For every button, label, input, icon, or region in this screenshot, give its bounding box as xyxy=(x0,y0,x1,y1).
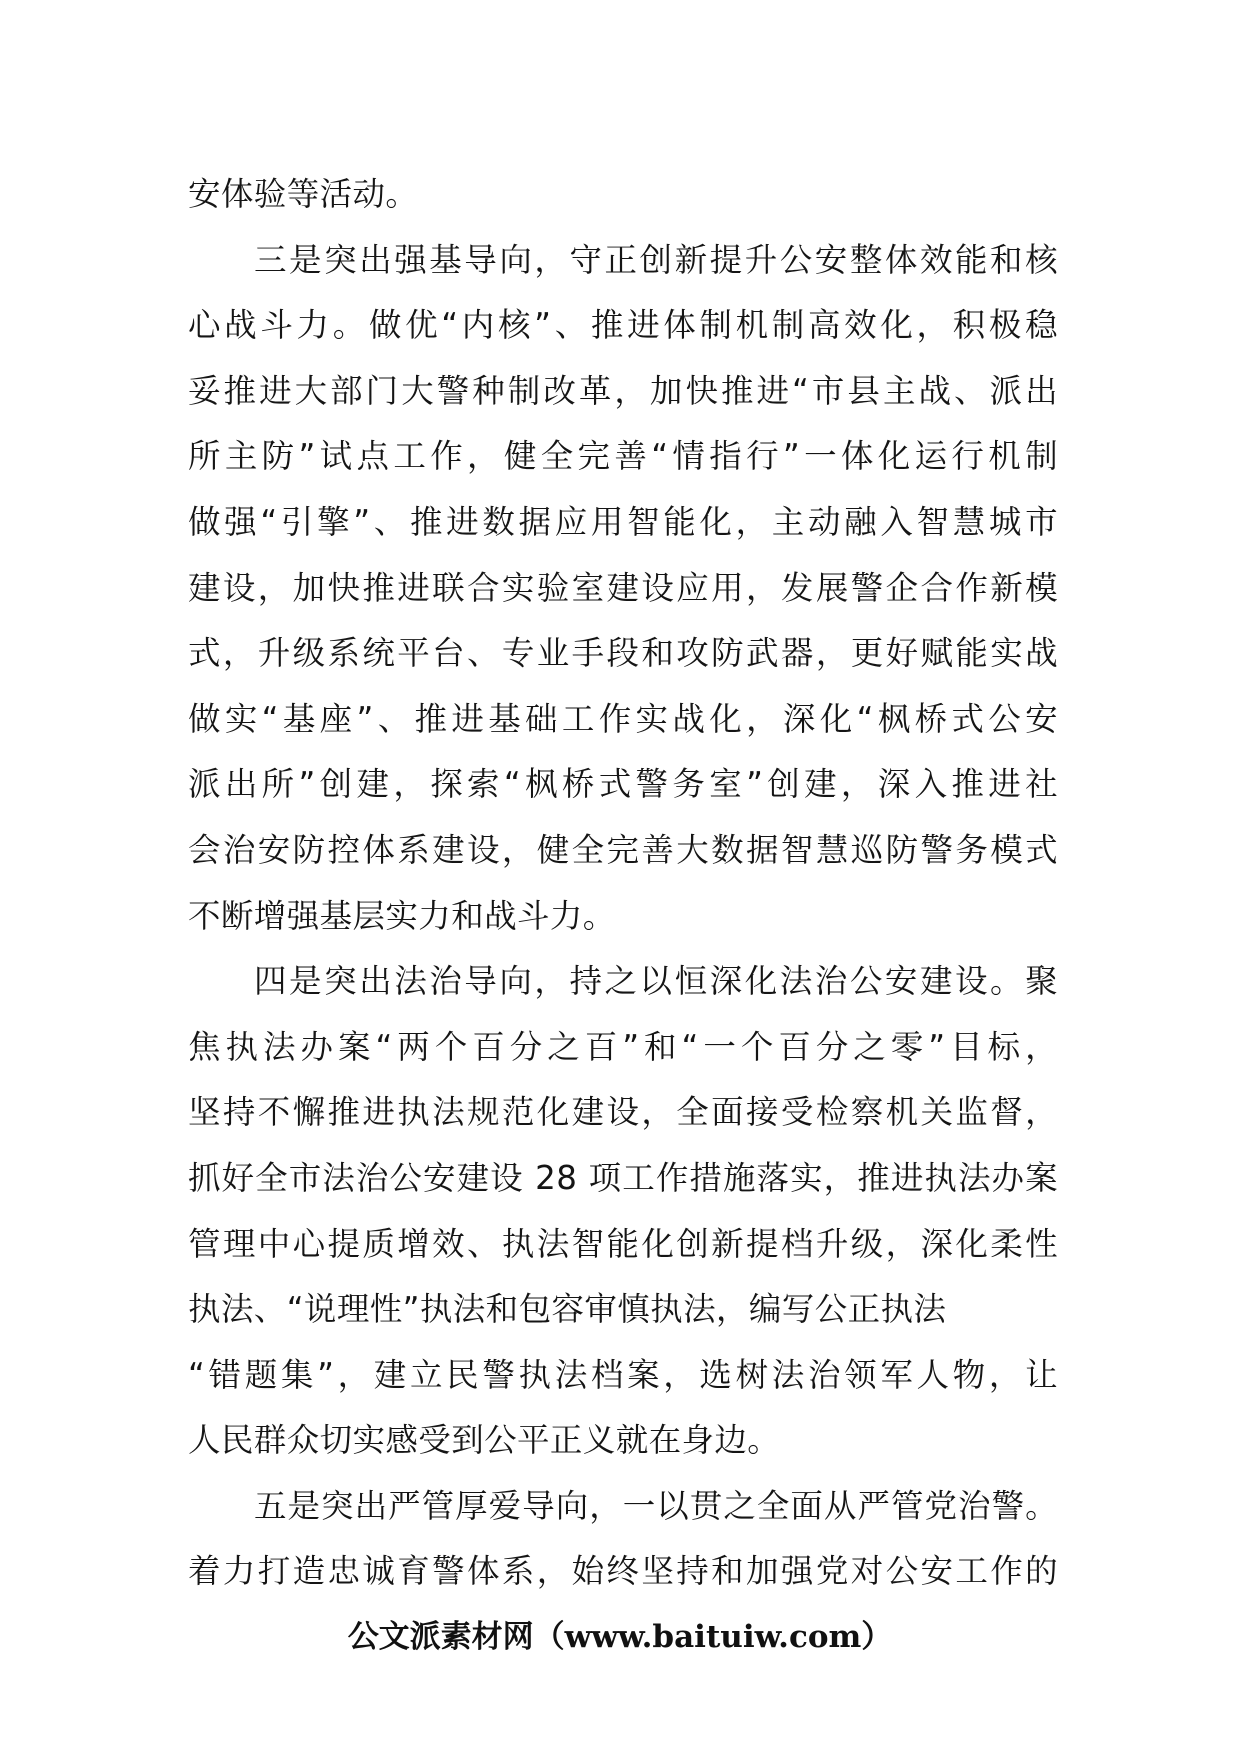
paragraph-five-start: 五是突出严管厚爱导向，一以贯之全面从严管党治警。 xyxy=(254,1486,1058,1525)
text-line: 人民群众切实感受到公平正义就在身边。 xyxy=(188,1421,781,1460)
text-line: 做实“基座”、推进基础工作实战化，深化“枫桥式公安 xyxy=(188,699,1058,738)
text-line: 着力打造忠诚育警体系，始终坚持和加强党对公安工作的 xyxy=(188,1552,1058,1591)
text-line: 管理中心提质增效、执法智能化创新提档升级，深化柔性 xyxy=(188,1224,1058,1263)
paragraph-four-start: 四是突出法治导向，持之以恒深化法治公安建设。聚 xyxy=(254,962,1058,1001)
text-line: 做强“引擎”、推进数据应用智能化，主动融入智慧城市 xyxy=(188,502,1058,541)
text-line: 不断增强基层实力和战斗力。 xyxy=(188,896,616,935)
text-line: “错题集”，建立民警执法档案，选树法治领军人物，让 xyxy=(188,1355,1058,1394)
text-line: 坚持不懈推进执法规范化建设，全面接受检察机关监督， xyxy=(188,1093,1058,1132)
text-line: 焦执法办案“两个百分之百”和“一个百分之零”目标， xyxy=(188,1027,1058,1066)
page-footer-watermark: 公文派素材网（www.baituiw.com） xyxy=(347,1619,893,1655)
text-line: 派出所”创建，探索“枫桥式警务室”创建，深入推进社 xyxy=(188,765,1058,804)
text-line: 心战斗力。做优“内核”、推进体制机制高效化，积极稳 xyxy=(188,306,1058,345)
paragraph-three-start: 三是突出强基导向，守正创新提升公安整体效能和核 xyxy=(254,240,1058,279)
text-line: 所主防”试点工作，健全完善“情指行”一体化运行机制 xyxy=(188,437,1058,476)
text-line: 执法、“说理性”执法和包容审慎执法，编写公正执法 xyxy=(188,1290,947,1329)
text-line: 抓好全市法治公安建设 28 项工作措施落实，推进执法办案 xyxy=(188,1158,1058,1197)
text-line: 会治安防控体系建设，健全完善大数据智慧巡防警务模式 xyxy=(188,830,1058,869)
text-line: 建设，加快推进联合实验室建设应用，发展警企合作新模 xyxy=(188,568,1058,607)
text-line: 妥推进大部门大警种制改革，加快推进“市县主战、派出 xyxy=(188,371,1058,410)
text-line: 式，升级系统平台、专业手段和攻防武器，更好赋能实战 xyxy=(188,634,1058,673)
document-body xyxy=(188,162,1058,1605)
text-line: 安体验等活动。 xyxy=(188,175,419,213)
